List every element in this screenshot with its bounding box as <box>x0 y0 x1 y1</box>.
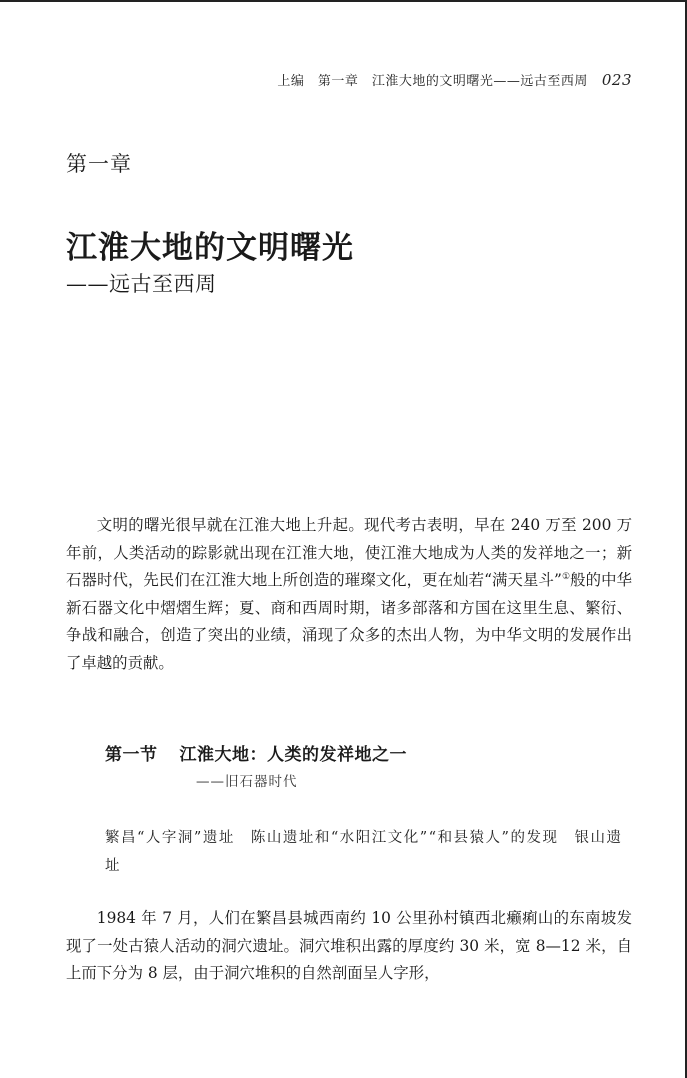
chapter-title: 江淮大地的文明曙光 <box>66 230 354 266</box>
section-number: 第一节 <box>105 745 158 765</box>
page-border-top <box>0 0 687 2</box>
section-title: 江淮大地：人类的发祥地之一 <box>179 745 407 765</box>
chapter-subtitle: ——远古至西周 <box>66 272 217 296</box>
section-subtitle: ——旧石器时代 <box>196 774 298 790</box>
section-keywords: 繁昌“人字洞”遗址 陈山遗址和“水阳江文化”“和县猿人”的发现 银山遗址 <box>105 830 623 874</box>
intro-text-part-2: 般的中华新石器文化中熠熠生辉；夏、商和西周时期，诸多部落和方国在这里生息、繁衍、争战和融合，创造了突出的业绩，涌现了众多的杰出人物，为中华文明的发展作出了卓越的贡献。 <box>66 571 632 672</box>
page-number: 023 <box>601 71 632 89</box>
body-paragraph: 1984 年 7 月，人们在繁昌县城西南约 10 公里孙村镇西北癞痢山的东南坡发现了一处古猿人活动的洞穴遗址。洞穴堆积出露的厚度约 30 米，宽 8—12 米，自上而下分为 8 层，由于洞穴堆积的自然剖面呈人字形， <box>66 909 632 982</box>
intro-paragraph <box>66 512 632 677</box>
running-header-text: 上编 第一章 江淮大地的文明曙光——远古至西周 <box>277 74 588 89</box>
chapter-label: 第一章 <box>66 152 132 176</box>
footnote-marker: ① <box>561 571 571 582</box>
section-heading <box>105 740 407 765</box>
running-header <box>277 70 632 89</box>
intro-text-part-1: 文明的曙光很早就在江淮大地上升起。现代考古表明，早在 240 万至 200 万年前，人类活动的踪影就出现在江淮大地，使江淮大地成为人类的发祥地之一；新石器时代，先民们在江淮大地上所创造的璀璨文化，更在灿若“满天星斗” <box>66 516 632 589</box>
